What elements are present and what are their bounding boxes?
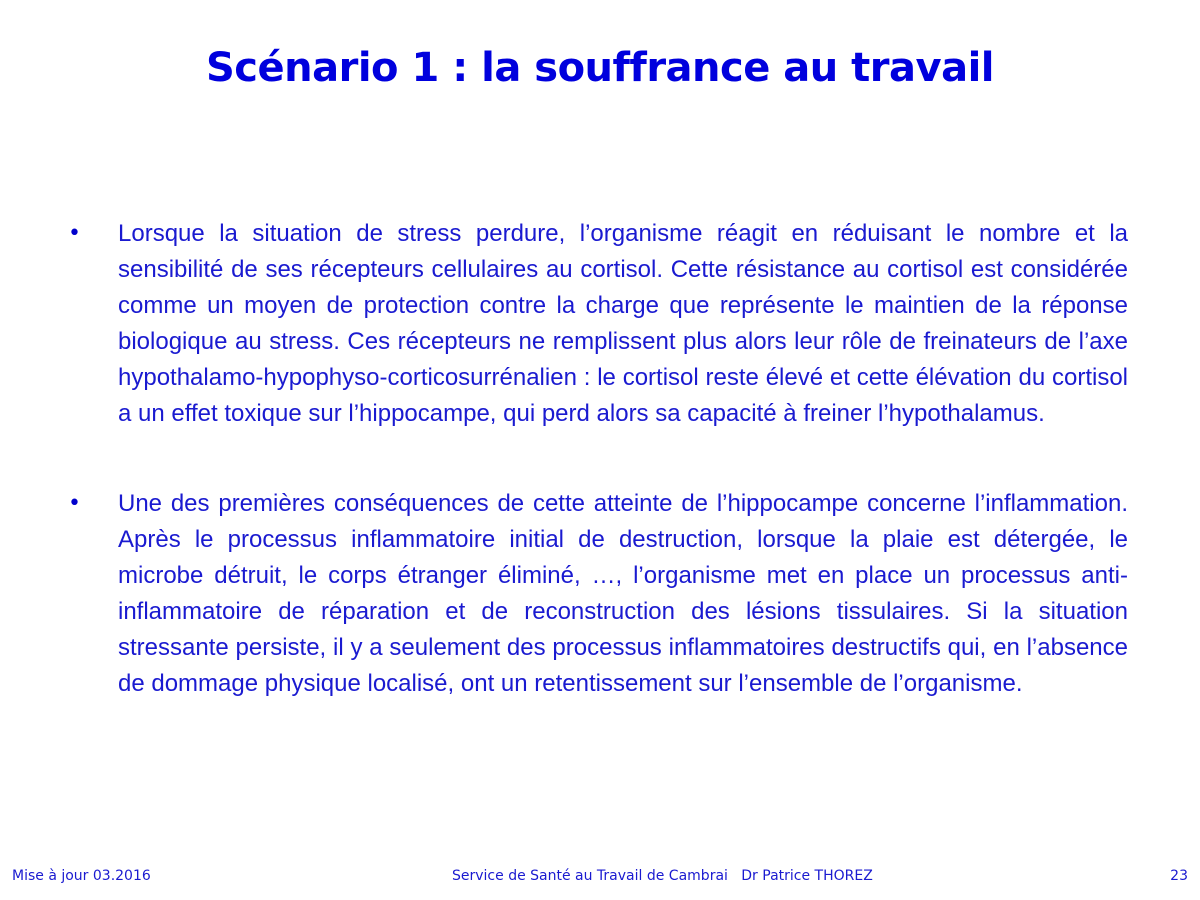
bullet-icon: • xyxy=(68,491,81,516)
bullet-item xyxy=(0,216,1200,432)
bullet-list xyxy=(0,216,1200,756)
bullet-item xyxy=(0,486,1200,702)
bullet-text: Une des premières conséquences de cette atteinte de l’hippocampe concerne l’inflammation. Après le processus inflammatoire initial de destruction, lorsque la plaie est détergée, le microbe détruit, le corps étranger éliminé, …, l’organisme met en place un processus anti-inflammatoire de réparation et de reconstruction des lésions tissulaires. Si la situation stressante persiste, il y a seulement des processus inflammatoires destructifs qui, en l’absence de dommage physique localisé, ont un retentissement sur l’ensemble de l’organisme. xyxy=(118,490,1128,697)
bullet-icon: • xyxy=(68,221,81,246)
footer-organization: Service de Santé au Travail de Cambrai Dr Patrice THOREZ xyxy=(452,868,873,884)
slide-title: Scénario 1 : la souffrance au travail xyxy=(205,45,995,91)
footer-page-number: 23 xyxy=(1170,868,1188,884)
bullet-text: Lorsque la situation de stress perdure, l’organisme réagit en réduisant le nombre et la sensibilité de ses récepteurs cellulaires au cortisol. Cette résistance au cortisol est considérée comme un moyen de protection contre la charge que représente le maintien de la réponse biologique au stress. Ces récepteurs ne remplissent plus alors leur rôle de freinateurs de l’axe hypothalamo-hypophyso-corticosurrénalien : le cortisol reste élevé et cette élévation du cortisol a un effet toxique sur l’hippocampe, qui perd alors sa capacité à freiner l’hypothalamus. xyxy=(118,220,1128,427)
footer-update-date: Mise à jour 03.2016 xyxy=(12,868,151,884)
slide-footer xyxy=(0,866,1200,890)
